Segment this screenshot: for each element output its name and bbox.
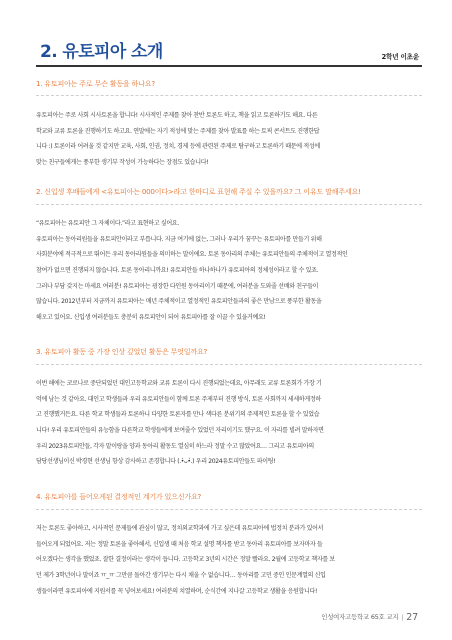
answer-line: 사회분야에 적극적으로 뛰어든 우리 동아리원들을 의미하는 말이에요. 토론 동아리의 주체는 유토피안들의 주체적이고 열정적인 bbox=[36, 251, 348, 259]
answer-2 bbox=[36, 216, 429, 326]
divider bbox=[36, 364, 422, 365]
answer-1 bbox=[36, 108, 429, 171]
answer-line: 유토피아는 주로 사회 시사토론을 합니다! 시사적인 주제를 찾아 찬반 토론도 하고, 책을 읽고 토론하기도 해요. 다른 bbox=[36, 112, 318, 119]
answer-4 bbox=[36, 521, 429, 599]
question-1: 1. 유토피아는 주로 무슨 활동을 하나요? bbox=[36, 79, 155, 88]
answer-line: 이번 해에는 코로나로 중단되었던 대인고등학교와 교류 토론이 다시 진행되었는데요, 아무래도 교류 토론회가 가장 기 bbox=[36, 380, 322, 387]
page-number: 27 bbox=[406, 612, 418, 623]
answer-line: 맞는 친구들에게는 풍부한 생기부 작성이 가능하다는 장점도 있습니다! bbox=[36, 159, 209, 167]
answer-line: 니다 :) 토론이라 어려울 것 같지만 교육, 사회, 인권, 정치, 경제 등에 관련된 주제로 탐구하고 토론하기 때문에 적성에 bbox=[36, 143, 320, 151]
footer-separator: | bbox=[401, 613, 404, 621]
page-footer bbox=[321, 612, 418, 623]
divider bbox=[36, 95, 422, 96]
page-title: 2. 유토피아 소개 bbox=[40, 42, 163, 62]
answer-line: 고 진행했거든요. 다른 학교 학생들과 토론하니 다양한 토론자를 만나 색다른 분위기의 주제적인 토론을 할 수 있었습 bbox=[36, 411, 320, 419]
author-label: 2학년 이초윤 bbox=[381, 53, 419, 61]
answer-3 bbox=[36, 376, 429, 470]
question-3: 3. 유토피아 활동 중 가장 인상 깊었던 활동은 무엇일까요? bbox=[36, 347, 208, 356]
answer-line: 생들이라면 유토피아에 지원서를 꼭 넣어보세요! 여러분의 치열하며, 순식간에 지나갈 고등학교 생활을 응원합니다! bbox=[36, 587, 318, 595]
answer-line: 그러나 부담 갖지는 마세요 여러분! 유토피아는 굉장한 다인원 동아리이기 때문에, 여러분을 도와줄 선배와 친구들이 bbox=[36, 282, 319, 290]
answer-line: 억에 남는 것 같아요. 대인고 학생들과 우리 유토피안들이 함께 토론 주제부터 진행 방식, 토론 사회까지 세세하게정하 bbox=[36, 395, 321, 403]
question-2: 2. 신입생 후배들에게 <유토피아는 000이다>라고 한마디로 표현해 주실 수 있을까요? 그 이유도 말해주세요! bbox=[36, 187, 361, 196]
answer-line: 담당선생님이신 박경현 선생님 항상 감사하고 존경합니다 (.•̀ᴗ•́.) 우리 2024유토피안들도 파이팅! bbox=[36, 458, 276, 466]
answer-line: 해오고 있어요. 신입생 여러분들도 충분히 유토피안이 되어 유토피아를 잘 이끌 수 있을거예요! bbox=[36, 314, 266, 322]
answer-line: “유토피아는 유토피안 그 자체이다.”라고 표현하고 싶어요. bbox=[36, 220, 179, 227]
answer-line: 학교와 교류 토론을 진행하기도 하고요. 연말에는 자기 적성에 맞는 주제를 찾아 발표를 하는 토픽 콘서트도 진행한답 bbox=[36, 127, 320, 135]
answer-line: 던 제가 3학년이나 말이죠 ㅠ_ㅠ 그만큼 돌아간 생기부는 다시 채울 수 없습니다… 동아리를 고민 중인 인문계열의 신입 bbox=[36, 572, 326, 580]
answer-line: 어오겠다는 생각을 했었죠. 잘한 결정이라는 생각이 듭니다. 고등학교 3년의 시간은 정말 빨라요. 2월에 고등학교 책자를 보 bbox=[36, 556, 335, 564]
answer-line: 들어오게 되었어요. 저는 정말 토론을 좋아해서, 신입생 때 처음 학교 설명 책자를 받고 동아리 유토피아를 보자마자 들 bbox=[36, 540, 323, 548]
answer-line: 저는 토론도 좋아하고, 시사적인 문제들에 관심이 많고, 정치외교학과에 가고 싶은데 유토피아에 법정치 분과가 있어서 bbox=[36, 525, 324, 532]
publication-name: 인성여자고등학교 65호 교지 bbox=[321, 613, 399, 621]
answer-line: 참여가 없으면 진행되지 않습니다. 토론 동아리니까요! 유토피안들 하나하나가 유토피아의 정체성이라고 할 수 있죠. bbox=[36, 267, 319, 275]
answer-line: 우리 2023유토피안들, 각자 맡이랑을 양과 동아리 활동도 열심히 하느라 정말 수고 많았어요… 그리고 유토피아의 bbox=[36, 442, 314, 450]
answer-line: 유토피아는 동아리원들을 유토피안이라고 부릅니다. 지금 여기에 없는, 그러나 우리가 꿈꾸는 유토피아를 만들기 위해 bbox=[36, 235, 322, 243]
divider bbox=[36, 204, 422, 205]
answer-line: 니다! 우리 유토피안들의 유능함을 다른학교 학생들에게 보여줄수 있었던 자리이기도 했구요. 이 자리를 빌려 말하자면 bbox=[36, 427, 324, 435]
answer-line: 많습니다. 2012년부터 지금까지 유토피아는 매년 주체적이고 열정적인 유토피안들과의 좋은 만남으로 풍부한 활동을 bbox=[36, 298, 322, 306]
question-4: 4. 유토피아를 들어오게된 결정적인 계기가 있으신가요? bbox=[36, 492, 202, 501]
header-rule bbox=[36, 65, 422, 67]
divider bbox=[36, 509, 422, 510]
